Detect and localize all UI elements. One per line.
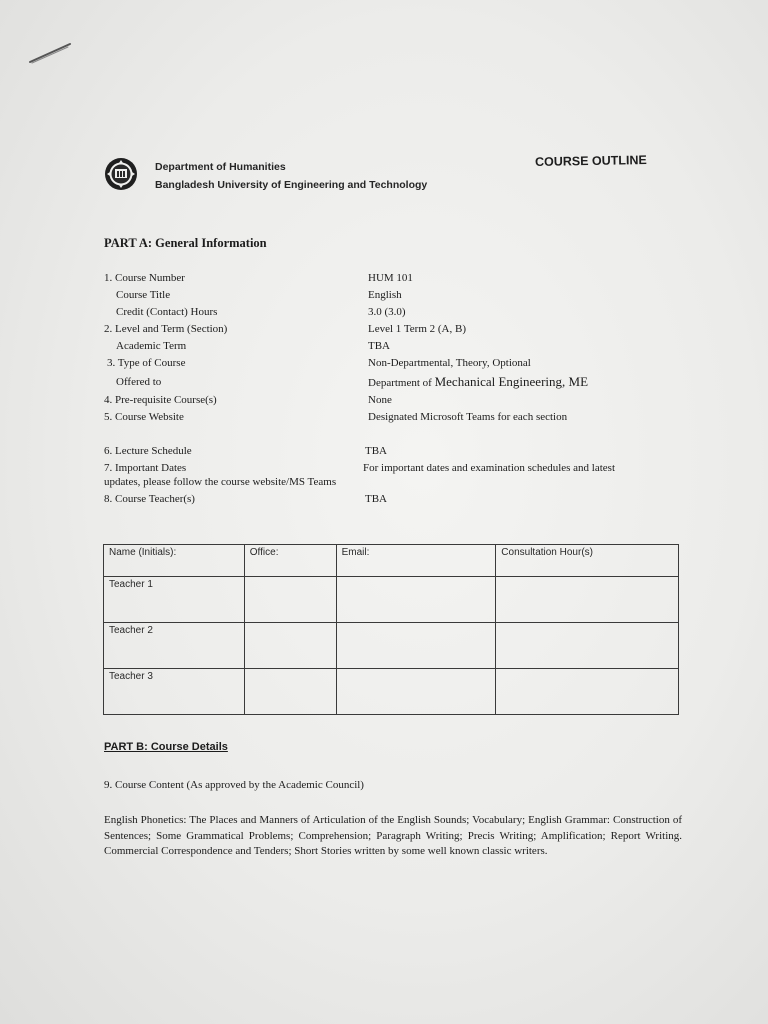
table-row: [104, 576, 679, 622]
info-value-course-teachers: TBA: [365, 493, 387, 505]
course-content-body: English Phonetics: The Places and Manners of Articulation of the English Sounds; Vocabulary; English Grammar: Construction of Sentences; Some Grammatical Problems; Comprehension; Paragraph Writing; Precis Writing; Amplification; Report Writing. Commercial Correspondence and Tenders; Short Stories written by some well known classic writers.: [104, 814, 682, 857]
pencil-mark: [26, 40, 74, 66]
info-value-level-term: Level 1 Term 2 (A, B): [368, 323, 467, 335]
table-header-consultation: Consultation Hour(s): [496, 545, 679, 577]
part-b-heading: PART B: Course Details: [104, 741, 228, 753]
info-value-prerequisite: None: [368, 394, 392, 406]
info-label-academic-term: Academic Term: [116, 340, 187, 352]
table-cell: [244, 668, 336, 714]
table-header-row: [104, 545, 679, 577]
table-header-email: Email:: [336, 545, 496, 577]
part-a-heading: PART A: General Information: [104, 236, 267, 250]
table-header-name: Name (Initials):: [104, 545, 245, 577]
info-value-credit-hours: 3.0 (3.0): [368, 306, 406, 318]
info-value-course-website: Designated Microsoft Teams for each section: [368, 411, 568, 423]
info-value-offered-to: [368, 374, 588, 390]
table-cell: [496, 576, 679, 622]
info-row-course-number: [104, 272, 185, 284]
table-cell: Teacher 3: [104, 668, 245, 714]
info-label: 1. Course Number: [104, 272, 185, 284]
info-value-important-dates: For important dates and examination schedules and latest: [363, 462, 616, 474]
info-label-credit-hours: Credit (Contact) Hours: [116, 306, 218, 318]
info-label-course-title: Course Title: [116, 289, 171, 301]
offered-to-department: Mechanical Engineering, ME: [434, 374, 589, 389]
table-row: [104, 622, 679, 668]
table-cell: [244, 622, 336, 668]
info-value-course-type: Non-Departmental, Theory, Optional: [368, 357, 531, 369]
info-value-academic-term: TBA: [368, 340, 390, 352]
important-dates-continuation: updates, please follow the course website/MS Teams: [104, 476, 337, 488]
university-logo: [104, 157, 138, 191]
info-label-course-website: 5. Course Website: [104, 411, 184, 423]
table-cell: [244, 576, 336, 622]
info-label-prerequisite: 4. Pre-requisite Course(s): [104, 394, 217, 406]
table-cell: [336, 576, 496, 622]
info-label-lecture-schedule: 6. Lecture Schedule: [104, 445, 192, 457]
table-cell: [496, 622, 679, 668]
table-cell: Teacher 1: [104, 576, 245, 622]
offered-to-prefix: Department of: [368, 377, 435, 389]
course-content-heading: 9. Course Content (As approved by the Academic Council): [104, 779, 364, 791]
info-label-important-dates: 7. Important Dates: [104, 462, 187, 474]
table-cell: Teacher 2: [104, 622, 245, 668]
table-cell: [496, 668, 679, 714]
info-label-course-type: 3. Type of Course: [107, 357, 186, 369]
table-cell: [336, 668, 496, 714]
info-value-course-number: HUM 101: [368, 272, 413, 284]
teacher-table: [103, 544, 679, 715]
info-label-level-term: 2. Level and Term (Section): [104, 323, 228, 335]
university-name: Bangladesh University of Engineering and Technology: [155, 179, 428, 191]
info-label-offered-to: Offered to: [116, 376, 162, 388]
info-value-lecture-schedule: TBA: [365, 445, 387, 457]
table-header-office: Office:: [244, 545, 336, 577]
table-row: [104, 668, 679, 714]
info-value-course-title: English: [368, 289, 402, 301]
department-name: Department of Humanities: [155, 161, 286, 173]
info-label-course-teachers: 8. Course Teacher(s): [104, 493, 195, 505]
table-cell: [336, 622, 496, 668]
document-title: COURSE OUTLINE: [534, 153, 647, 169]
